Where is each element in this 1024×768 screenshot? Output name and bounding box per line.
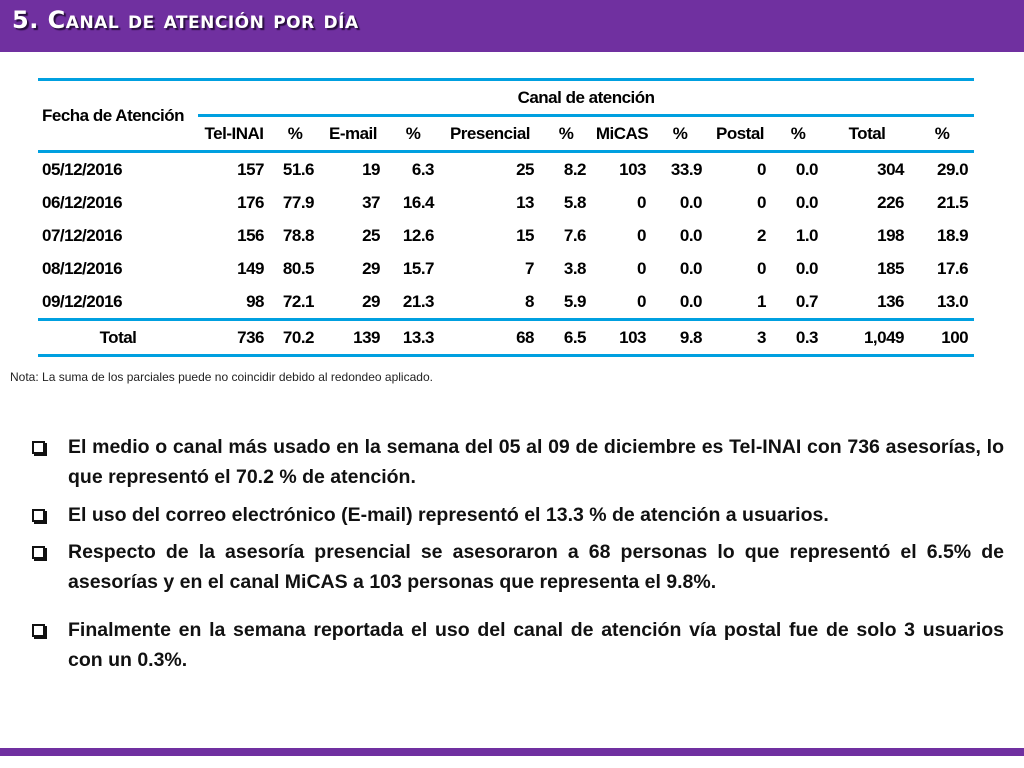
table-cell: 0.0 xyxy=(679,225,702,245)
column-header: E-mail xyxy=(320,116,386,152)
table-row xyxy=(38,219,974,252)
total-cell: 70.2 xyxy=(270,320,320,356)
bullet-item xyxy=(30,432,1004,492)
total-cell: 3 xyxy=(708,320,772,356)
table-total-row xyxy=(38,320,974,356)
table-cell: 17.6 xyxy=(937,258,969,278)
table-cell: 29.0 xyxy=(937,159,969,179)
table-cell: 29 xyxy=(362,258,380,278)
column-header: % xyxy=(270,116,320,152)
bullet-text: El medio o canal más usado en la semana del 05 al 09 de diciembre es Tel-INAI con 736 asesorías, lo que representó el 70.2 % de atención. xyxy=(68,436,1004,488)
table-cell: 1.0 xyxy=(795,225,818,245)
column-header: % xyxy=(910,116,974,152)
total-cell: 68 xyxy=(440,320,540,356)
table-cell: 37 xyxy=(362,192,380,212)
row-date: 06/12/2016 xyxy=(42,192,123,212)
total-label: Total xyxy=(38,320,198,356)
row-header-label: Fecha de Atención xyxy=(38,80,198,152)
table-cell: 2 xyxy=(757,225,766,245)
table-cell: 0.7 xyxy=(795,291,818,311)
row-date: 07/12/2016 xyxy=(42,225,123,245)
table-cell: 29 xyxy=(362,291,380,311)
total-cell: 6.5 xyxy=(540,320,592,356)
table-cell: 226 xyxy=(877,192,904,212)
table-header-row-1 xyxy=(38,80,974,116)
channel-table-container xyxy=(38,78,974,357)
table-cell: 198 xyxy=(877,225,904,245)
table-cell: 72.1 xyxy=(282,291,314,311)
total-cell: 736 xyxy=(198,320,270,356)
table-cell: 15 xyxy=(516,225,534,245)
checkbox-icon xyxy=(32,624,45,637)
table-cell: 0 xyxy=(637,258,646,278)
channel-table xyxy=(38,78,974,357)
total-cell: 1,049 xyxy=(824,320,910,356)
row-date: 08/12/2016 xyxy=(42,258,123,278)
table-cell: 21.5 xyxy=(937,192,969,212)
table-cell: 0.0 xyxy=(795,258,818,278)
table-cell: 13 xyxy=(516,192,534,212)
table-cell: 0 xyxy=(757,258,766,278)
table-cell: 1 xyxy=(757,291,766,311)
bullet-text: Finalmente en la semana reportada el uso del canal de atención vía postal fue de solo 3 usuarios con un 0.3%. xyxy=(68,619,1004,671)
page-title: 5. Canal de atención por día xyxy=(12,6,359,34)
table-cell: 136 xyxy=(877,291,904,311)
table-cell: 176 xyxy=(237,192,264,212)
table-cell: 0 xyxy=(637,192,646,212)
table-cell: 0 xyxy=(637,291,646,311)
row-date: 05/12/2016 xyxy=(42,159,123,179)
table-row xyxy=(38,152,974,187)
table-cell: 5.9 xyxy=(563,291,586,311)
bullet-list xyxy=(30,432,1004,675)
table-cell: 7 xyxy=(525,258,534,278)
table-cell: 0.0 xyxy=(679,192,702,212)
total-cell: 103 xyxy=(592,320,652,356)
checkbox-icon xyxy=(32,441,45,454)
table-cell: 98 xyxy=(246,291,264,311)
table-cell: 0.0 xyxy=(679,258,702,278)
table-cell: 0.0 xyxy=(795,159,818,179)
table-row xyxy=(38,252,974,285)
table-cell: 149 xyxy=(237,258,264,278)
table-cell: 103 xyxy=(619,159,646,179)
total-cell: 139 xyxy=(320,320,386,356)
column-header: % xyxy=(772,116,824,152)
table-cell: 8 xyxy=(525,291,534,311)
table-cell: 6.3 xyxy=(411,159,434,179)
table-cell: 156 xyxy=(237,225,264,245)
bottom-bar xyxy=(0,748,1024,756)
column-header: MiCAS xyxy=(592,116,652,152)
table-cell: 16.4 xyxy=(402,192,434,212)
bullet-item xyxy=(30,500,1004,530)
checkbox-icon xyxy=(32,546,45,559)
table-note: Nota: La suma de los parciales puede no coincidir debido al redondeo aplicado. xyxy=(10,370,433,384)
table-cell: 25 xyxy=(516,159,534,179)
table-cell: 51.6 xyxy=(282,159,314,179)
table-cell: 19 xyxy=(362,159,380,179)
bullet-text: Respecto de la asesoría presencial se asesoraron a 68 personas lo que representó el 6.5% de asesorías y en el canal MiCAS a 103 personas que representa el 9.8%. xyxy=(68,541,1004,593)
table-cell: 0.0 xyxy=(679,291,702,311)
group-header: Canal de atención xyxy=(198,80,974,116)
table-row xyxy=(38,186,974,219)
column-header: % xyxy=(652,116,708,152)
table-cell: 157 xyxy=(237,159,264,179)
table-cell: 33.9 xyxy=(670,159,702,179)
bullet-text: El uso del correo electrónico (E-mail) representó el 13.3 % de atención a usuarios. xyxy=(68,504,829,526)
row-date: 09/12/2016 xyxy=(42,291,123,311)
table-cell: 13.0 xyxy=(937,291,969,311)
bullet-item xyxy=(30,537,1004,597)
table-cell: 12.6 xyxy=(402,225,434,245)
table-cell: 5.8 xyxy=(563,192,586,212)
checkbox-icon xyxy=(32,509,45,522)
table-cell: 185 xyxy=(877,258,904,278)
title-bar xyxy=(0,0,1024,52)
table-cell: 80.5 xyxy=(282,258,314,278)
table-cell: 0 xyxy=(637,225,646,245)
total-cell: 13.3 xyxy=(386,320,440,356)
table-cell: 8.2 xyxy=(563,159,586,179)
table-row xyxy=(38,285,974,320)
table-cell: 304 xyxy=(877,159,904,179)
column-header: Postal xyxy=(708,116,772,152)
table-cell: 15.7 xyxy=(402,258,434,278)
table-cell: 0 xyxy=(757,159,766,179)
total-cell: 0.3 xyxy=(772,320,824,356)
column-header: Tel-INAI xyxy=(198,116,270,152)
column-header: Total xyxy=(824,116,910,152)
total-cell: 9.8 xyxy=(652,320,708,356)
bullet-item xyxy=(30,615,1004,675)
table-cell: 7.6 xyxy=(563,225,586,245)
column-header: % xyxy=(540,116,592,152)
table-cell: 78.8 xyxy=(282,225,314,245)
table-cell: 21.3 xyxy=(402,291,434,311)
total-cell: 100 xyxy=(910,320,974,356)
table-cell: 0.0 xyxy=(795,192,818,212)
table-cell: 77.9 xyxy=(282,192,314,212)
column-header: % xyxy=(386,116,440,152)
table-cell: 25 xyxy=(362,225,380,245)
table-cell: 0 xyxy=(757,192,766,212)
column-header: Presencial xyxy=(440,116,540,152)
table-cell: 3.8 xyxy=(563,258,586,278)
table-cell: 18.9 xyxy=(937,225,969,245)
